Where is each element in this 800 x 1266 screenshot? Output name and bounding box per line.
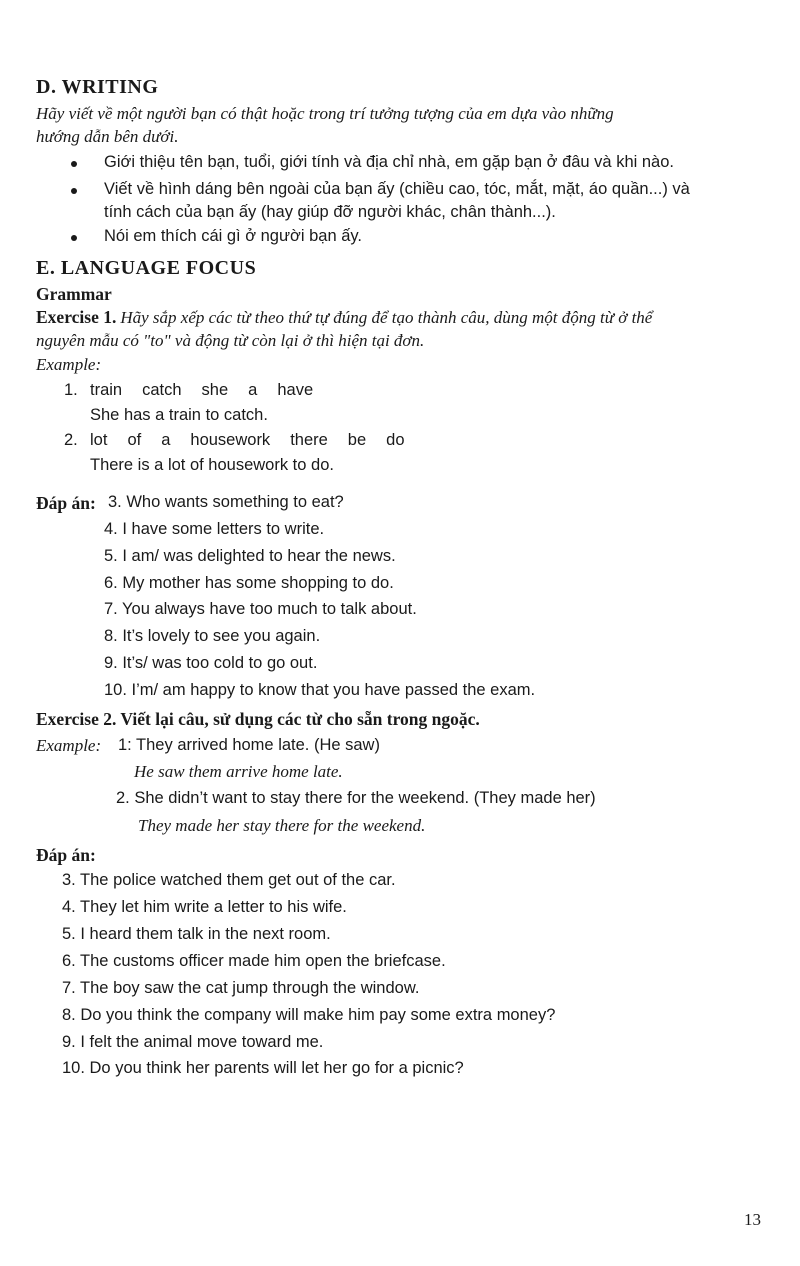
ex2-example-answer: They made her stay there for the weekend. — [138, 816, 426, 835]
ex2-answer: 3. The police watched them get out of the car. — [62, 871, 396, 889]
ex1-example-answer: There is a lot of housework to do. — [90, 456, 334, 474]
ex1-answer: 4. I have some letters to write. — [104, 520, 325, 538]
word: she — [201, 381, 229, 399]
ex1-answer: 6. My mother has some shopping to do. — [104, 574, 394, 592]
ex2-answer: 8. Do you think the company will make him pay some extra money? — [62, 1006, 556, 1024]
ex2-answer: 10. Do you think her parents will let her go for a picnic? — [62, 1059, 464, 1077]
exercise1-instruction — [36, 307, 652, 328]
ex1-example-words — [90, 381, 333, 400]
word: be — [347, 431, 367, 449]
ex1-answer: 10. I’m/ am happy to know that you have passed the exam. — [104, 681, 536, 699]
bullet-dot — [71, 188, 77, 194]
word: lot — [90, 431, 108, 449]
page-number: 13 — [744, 1210, 761, 1229]
word: have — [277, 381, 314, 399]
ex1-answer: 3. Who wants something to eat? — [108, 493, 344, 511]
ex1-answers-label: Đáp án: — [36, 493, 96, 513]
bullet-dot — [71, 161, 77, 167]
ex2-example-prompt: 2. She didn’t want to stay there for the weekend. (They made her) — [116, 789, 596, 807]
ex1-example-answer: She has a train to catch. — [90, 406, 268, 424]
ex1-example-num: 2. — [64, 431, 78, 449]
ex1-answer: 8. It’s lovely to see you again. — [104, 627, 321, 645]
word: a — [161, 431, 171, 449]
ex2-answer: 6. The customs officer made him open the briefcase. — [62, 952, 446, 970]
ex2-answer: 5. I heard them talk in the next room. — [62, 925, 331, 943]
ex2-answer: 7. The boy saw the cat jump through the window. — [62, 979, 420, 997]
writing-bullet-2-cont: tính cách của bạn ấy (hay giúp đỡ người khác, chân thành...). — [104, 203, 556, 221]
writing-bullet-3: Nói em thích cái gì ở người bạn ấy. — [104, 227, 362, 245]
ex1-example-num: 1. — [64, 381, 78, 399]
ex2-answer: 4. They let him write a letter to his wife. — [62, 898, 347, 916]
exercise2-heading: Exercise 2. Viết lại câu, sử dụng các từ cho sẵn trong ngoặc. — [36, 709, 480, 729]
exercise1-instruction-line2: nguyên mẫu có "to" và động từ còn lại ở thì hiện tại đơn. — [36, 331, 425, 350]
word: there — [290, 431, 328, 449]
bullet-dot — [71, 235, 77, 241]
writing-instruction-line1: Hãy viết về một người bạn có thật hoặc trong trí tưởng tượng của em dựa vào những — [36, 104, 614, 123]
ex2-answer: 9. I felt the animal move toward me. — [62, 1033, 324, 1051]
ex1-answer: 7. You always have too much to talk about. — [104, 600, 417, 618]
exercise1-label: Exercise 1. — [36, 307, 117, 327]
writing-bullet-2: Viết về hình dáng bên ngoài của bạn ấy (chiều cao, tóc, mắt, mặt, áo quần...) và — [104, 180, 690, 198]
exercise1-instruction-line1: Hãy sắp xếp các từ theo thứ tự đúng để tạo thành câu, dùng một động từ ở thể — [120, 308, 653, 327]
word: a — [248, 381, 258, 399]
writing-instruction-line2: hướng dẫn bên dưới. — [36, 127, 179, 146]
word: of — [127, 431, 142, 449]
word: train — [90, 381, 123, 399]
writing-bullet-1: Giới thiệu tên bạn, tuổi, giới tính và địa chỉ nhà, em gặp bạn ở đâu và khi nào. — [104, 153, 674, 171]
ex1-example-words — [90, 431, 425, 450]
ex1-answer: 5. I am/ was delighted to hear the news. — [104, 547, 396, 565]
word: do — [386, 431, 405, 449]
ex2-answers-label: Đáp án: — [36, 845, 96, 865]
grammar-subheading: Grammar — [36, 284, 112, 304]
exercise2-example-label: Example: — [36, 736, 102, 755]
word: housework — [190, 431, 271, 449]
language-focus-heading: E. LANGUAGE FOCUS — [36, 257, 257, 279]
ex1-answer: 9. It’s/ was too cold to go out. — [104, 654, 318, 672]
ex2-example-prompt: 1: They arrived home late. (He saw) — [118, 736, 380, 754]
writing-heading: D. WRITING — [36, 76, 159, 98]
word: catch — [142, 381, 182, 399]
exercise1-example-label: Example: — [36, 355, 102, 374]
ex2-example-answer: He saw them arrive home late. — [134, 762, 343, 781]
